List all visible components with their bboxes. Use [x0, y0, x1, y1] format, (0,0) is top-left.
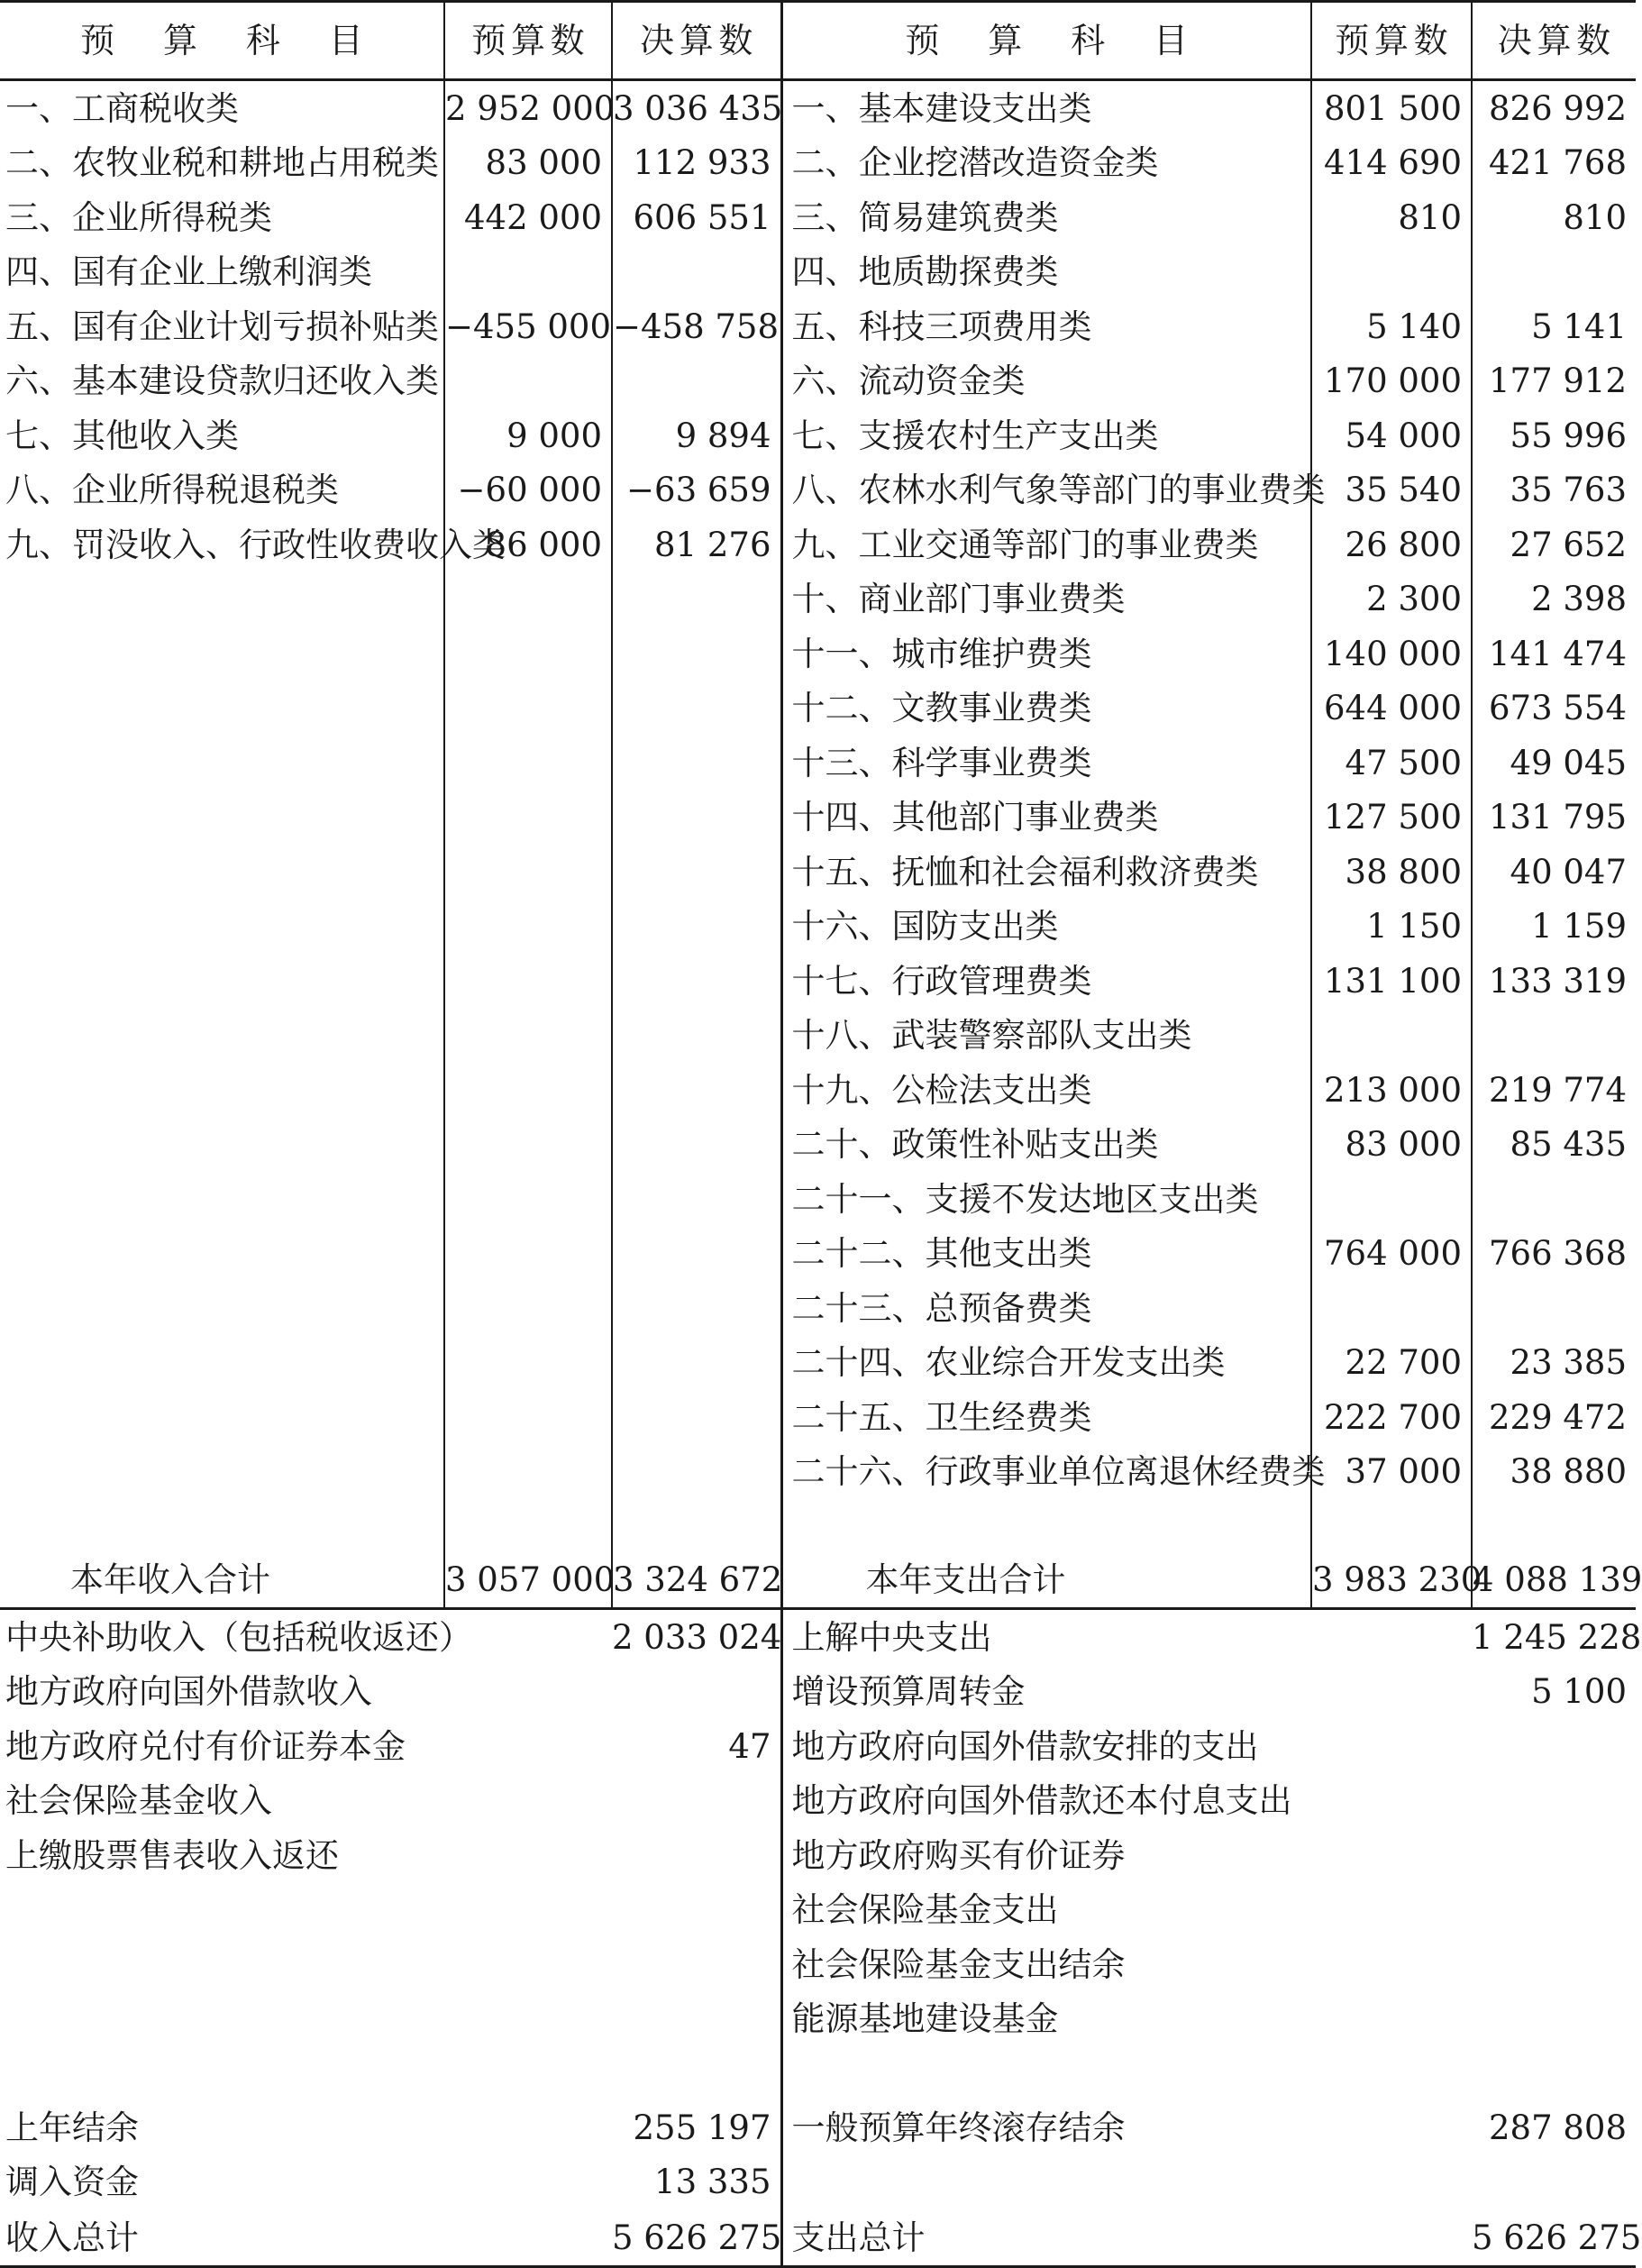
income-budget: −60 000 — [444, 463, 612, 518]
income-budget: 9 000 — [444, 408, 612, 463]
income-final — [612, 354, 781, 409]
expense-subject: 十八、武装警察部队支出类 — [781, 1009, 1311, 1064]
income-final — [612, 1336, 781, 1391]
income-final: 112 933 — [612, 136, 781, 191]
expense-budget: 414 690 — [1311, 136, 1472, 191]
income-final: −458 758 — [612, 299, 781, 354]
income-subject: 五、国有企业计划亏损补贴类 — [0, 299, 444, 354]
income-budget — [444, 1063, 612, 1118]
transfer-row — [0, 1774, 1636, 1829]
grand-total-row — [0, 2209, 1636, 2267]
income-subject: 二、农牧业税和耕地占用税类 — [0, 136, 444, 191]
expense-subject: 二十四、农业综合开发支出类 — [781, 1336, 1311, 1391]
income-subject — [0, 1336, 444, 1391]
expense-final — [1472, 245, 1636, 300]
category-row — [0, 900, 1636, 955]
balance-row — [0, 2100, 1636, 2155]
transfer-expense-value: 1 245 228 — [1472, 1617, 1642, 1657]
income-subject: 八、企业所得税退税类 — [0, 463, 444, 518]
category-row — [0, 245, 1636, 300]
expense-subject: 二十一、支援不发达地区支出类 — [781, 1172, 1311, 1227]
transfer-row — [0, 1883, 1636, 1938]
expense-subject: 七、支援农村生产支出类 — [781, 408, 1311, 463]
expense-final: 133 319 — [1488, 961, 1627, 1001]
expense-final: 5 141 — [1531, 306, 1627, 346]
expense-final — [1472, 1281, 1636, 1336]
income-final — [612, 1118, 781, 1173]
expense-budget: 26 800 — [1311, 517, 1472, 572]
expense-budget: 170 000 — [1311, 354, 1472, 409]
expense-subject: 十二、文教事业费类 — [781, 681, 1311, 736]
income-budget: 442 000 — [444, 190, 612, 245]
income-budget — [444, 1281, 612, 1336]
balance-income-label: 上年结余 — [5, 2108, 139, 2147]
expense-subject: 一、基本建设支出类 — [781, 80, 1311, 136]
expense-final: 810 — [1563, 197, 1627, 237]
category-row — [0, 136, 1636, 191]
income-subject — [0, 1281, 444, 1336]
expense-subject: 六、流动资金类 — [781, 354, 1311, 409]
transfer-expense-label: 上解中央支出 — [791, 1617, 992, 1657]
header-expense-subject: 预 算 科 目 — [781, 2, 1311, 80]
header-expense-final: 决算数 — [1472, 2, 1636, 80]
expense-subject: 二十三、总预备费类 — [781, 1281, 1311, 1336]
income-final: 81 276 — [612, 517, 781, 572]
expense-subject: 十、商业部门事业费类 — [781, 572, 1311, 627]
expense-final: 40 047 — [1510, 852, 1627, 892]
expense-subject: 十三、科学事业费类 — [781, 736, 1311, 791]
income-subject — [0, 572, 444, 627]
income-budget — [444, 1390, 612, 1445]
expense-final: 27 652 — [1510, 525, 1627, 564]
annual-totals-row — [0, 1551, 1636, 1609]
expense-final — [1472, 1009, 1636, 1064]
income-budget — [444, 572, 612, 627]
category-row — [0, 80, 1636, 136]
expense-subject: 四、地质勘探费类 — [781, 245, 1311, 300]
category-row — [0, 572, 1636, 627]
category-row — [0, 954, 1636, 1009]
expense-total-budget: 3 983 230 — [1311, 1551, 1472, 1609]
income-subject — [0, 900, 444, 955]
income-final — [612, 954, 781, 1009]
balance-expense-value — [1472, 2155, 1636, 2210]
grand-income-value: 5 626 275 — [612, 2209, 781, 2267]
grand-expense-label: 支出总计 — [781, 2209, 1472, 2267]
table-header — [0, 2, 1636, 80]
income-final — [612, 1281, 781, 1336]
income-subject: 三、企业所得税类 — [0, 190, 444, 245]
header-income-subject: 预 算 科 目 — [0, 2, 444, 80]
expense-subject: 二十五、卫生经费类 — [781, 1390, 1311, 1445]
expense-final: 766 368 — [1488, 1234, 1627, 1274]
expense-budget: 38 800 — [1311, 845, 1472, 900]
income-subject: 九、罚没收入、行政性收费收入类 — [0, 517, 444, 572]
expense-subject: 八、农林水利气象等部门的事业费类 — [781, 463, 1311, 518]
income-budget — [444, 1227, 612, 1282]
income-subject — [0, 845, 444, 900]
header-income-final: 决算数 — [612, 2, 781, 80]
category-row — [0, 845, 1636, 900]
expense-subject: 二十六、行政事业单位离退休经费类 — [781, 1445, 1311, 1500]
category-row — [0, 736, 1636, 791]
income-subject — [0, 1063, 444, 1118]
expense-subject: 五、科技三项费用类 — [781, 299, 1311, 354]
income-budget — [444, 1172, 612, 1227]
expense-subject: 十七、行政管理费类 — [781, 954, 1311, 1009]
transfer-expense-value — [1472, 1883, 1636, 1938]
transfer-income-label — [0, 1937, 612, 1992]
transfer-income-value: 47 — [612, 1719, 781, 1774]
income-budget — [444, 354, 612, 409]
transfer-income-label: 地方政府向国外借款收入 — [5, 1672, 372, 1712]
income-subject — [0, 1445, 444, 1500]
category-row — [0, 1009, 1636, 1064]
income-final — [612, 845, 781, 900]
transfer-expense-label: 社会保险基金支出 — [791, 1890, 1059, 1930]
expense-subject: 十九、公检法支出类 — [781, 1063, 1311, 1118]
income-budget — [444, 845, 612, 900]
transfer-rows — [0, 1609, 1642, 2047]
transfer-income-value: 2 033 024 — [612, 1609, 781, 1665]
expense-budget: 54 000 — [1311, 408, 1472, 463]
category-row — [0, 299, 1636, 354]
expense-budget — [1311, 245, 1472, 300]
grand-income-label: 收入总计 — [0, 2209, 612, 2267]
balance-income-label: 调入资金 — [5, 2163, 139, 2202]
income-budget — [444, 1336, 612, 1391]
income-final — [612, 681, 781, 736]
transfer-expense-value: 5 100 — [1531, 1672, 1627, 1712]
income-subject — [0, 1390, 444, 1445]
income-budget: 83 000 — [444, 136, 612, 191]
income-subject — [0, 954, 444, 1009]
expense-budget: 47 500 — [1311, 736, 1472, 791]
income-total-label: 本年收入合计 — [0, 1551, 444, 1609]
income-total-final: 3 324 672 — [612, 1551, 781, 1609]
income-final — [612, 1390, 781, 1445]
expense-final: 1 159 — [1531, 907, 1627, 947]
expense-subject: 二、企业挖潜改造资金类 — [781, 136, 1311, 191]
income-final — [612, 1172, 781, 1227]
grand-expense-value: 5 626 275 — [1472, 2209, 1636, 2267]
transfer-expense-value — [1472, 1774, 1636, 1829]
income-subject — [0, 626, 444, 681]
income-budget — [444, 626, 612, 681]
expense-budget: 127 500 — [1311, 791, 1472, 846]
category-row — [0, 1336, 1636, 1391]
expense-budget: 22 700 — [1311, 1336, 1472, 1391]
income-budget — [444, 736, 612, 791]
income-final — [612, 1009, 781, 1064]
income-final: 9 894 — [612, 408, 781, 463]
transfer-income-label: 社会保险基金收入 — [5, 1781, 272, 1821]
category-row — [0, 1227, 1636, 1282]
income-subject: 一、工商税收类 — [0, 80, 444, 136]
expense-budget: 213 000 — [1311, 1063, 1472, 1118]
balance-income-value: 13 335 — [612, 2155, 781, 2210]
header-expense-budget: 预算数 — [1311, 2, 1472, 80]
transfer-income-value — [612, 1937, 781, 1992]
category-row — [0, 791, 1636, 846]
income-final — [612, 736, 781, 791]
category-row — [0, 408, 1636, 463]
income-subject — [0, 1227, 444, 1282]
transfer-row — [0, 1937, 1636, 1992]
expense-budget — [1311, 1009, 1472, 1064]
expense-subject: 二十、政策性补贴支出类 — [781, 1118, 1311, 1173]
transfer-row — [0, 1609, 1636, 1665]
expense-final: 23 385 — [1510, 1343, 1627, 1383]
category-row — [0, 1445, 1636, 1500]
income-subject — [0, 736, 444, 791]
transfer-expense-label: 社会保险基金支出结余 — [791, 1944, 1126, 1984]
income-subject: 六、基本建设贷款归还收入类 — [0, 354, 444, 409]
expense-budget — [1311, 1172, 1472, 1227]
income-final — [612, 626, 781, 681]
transfer-income-value — [612, 1665, 781, 1720]
income-budget — [444, 1445, 612, 1500]
transfer-income-label: 上缴股票售表收入返还 — [5, 1835, 339, 1875]
category-row — [0, 463, 1636, 518]
expense-budget: 37 000 — [1311, 1445, 1472, 1500]
expense-subject: 二十二、其他支出类 — [781, 1227, 1311, 1282]
transfer-expense-label: 地方政府向国外借款还本付息支出 — [791, 1781, 1292, 1821]
balance-income-value: 255 197 — [612, 2100, 781, 2155]
expense-final: 49 045 — [1510, 743, 1627, 782]
income-subject — [0, 1118, 444, 1173]
income-final: 3 036 435 — [612, 80, 781, 136]
expense-final: 2 398 — [1531, 580, 1627, 619]
category-row — [0, 354, 1636, 409]
income-budget — [444, 245, 612, 300]
transfer-income-label — [0, 1883, 612, 1938]
expense-final: 85 435 — [1510, 1125, 1627, 1165]
income-final: 606 551 — [612, 190, 781, 245]
expense-budget: 222 700 — [1311, 1390, 1472, 1445]
expense-budget: 83 000 — [1311, 1118, 1472, 1173]
expense-final: 219 774 — [1488, 1070, 1627, 1110]
income-final — [612, 1227, 781, 1282]
expense-subject: 九、工业交通等部门的事业费类 — [781, 517, 1311, 572]
income-subject — [0, 1009, 444, 1064]
category-row — [0, 1281, 1636, 1336]
category-rows — [0, 80, 1636, 1500]
transfer-income-value — [612, 1883, 781, 1938]
expense-budget: 131 100 — [1311, 954, 1472, 1009]
transfer-expense-label: 地方政府向国外借款安排的支出 — [791, 1726, 1259, 1766]
transfer-expense-label: 能源基地建设基金 — [791, 1999, 1059, 2039]
income-final — [612, 572, 781, 627]
income-budget — [444, 954, 612, 1009]
grand-total-block — [0, 2209, 1642, 2267]
income-subject — [0, 1172, 444, 1227]
expense-budget: 140 000 — [1311, 626, 1472, 681]
transfer-income-value — [612, 1992, 781, 2047]
income-subject — [0, 681, 444, 736]
header-income-budget: 预算数 — [444, 2, 612, 80]
income-subject — [0, 791, 444, 846]
expense-budget: 35 540 — [1311, 463, 1472, 518]
income-total-budget: 3 057 000 — [444, 1551, 612, 1609]
income-final — [612, 1063, 781, 1118]
category-row — [0, 517, 1636, 572]
income-budget: 86 000 — [444, 517, 612, 572]
income-budget: −455 000 — [444, 299, 612, 354]
expense-final: 55 996 — [1510, 416, 1627, 455]
expense-final: 131 795 — [1488, 798, 1627, 837]
category-row — [0, 1063, 1636, 1118]
expense-final: 35 763 — [1510, 471, 1627, 510]
expense-final: 826 992 — [1488, 88, 1627, 128]
income-final: −63 659 — [612, 463, 781, 518]
transfer-income-label: 地方政府兑付有价证券本金 — [5, 1726, 406, 1766]
income-subject: 七、其他收入类 — [0, 408, 444, 463]
expense-subject: 十四、其他部门事业费类 — [781, 791, 1311, 846]
expense-budget: 644 000 — [1311, 681, 1472, 736]
income-final — [612, 1445, 781, 1500]
transfer-income-value — [612, 1828, 781, 1883]
balance-expense-value: 287 808 — [1488, 2108, 1627, 2147]
expense-final: 38 880 — [1510, 1452, 1627, 1492]
category-row — [0, 190, 1636, 245]
income-final — [612, 791, 781, 846]
transfer-expense-label: 增设预算周转金 — [791, 1672, 1026, 1712]
income-budget: 2 952 000 — [444, 80, 612, 136]
balance-row — [0, 2155, 1636, 2210]
expense-final: 421 768 — [1488, 143, 1627, 183]
expense-budget: 5 140 — [1311, 299, 1472, 354]
expense-budget: 1 150 — [1311, 900, 1472, 955]
income-final — [612, 900, 781, 955]
expense-subject: 十六、国防支出类 — [781, 900, 1311, 955]
transfer-income-label — [0, 1992, 612, 2047]
transfer-expense-label: 地方政府购买有价证券 — [791, 1835, 1126, 1875]
expense-subject: 十一、城市维护费类 — [781, 626, 1311, 681]
income-final — [612, 245, 781, 300]
expense-budget: 2 300 — [1311, 572, 1472, 627]
category-row — [0, 1390, 1636, 1445]
category-row — [0, 1172, 1636, 1227]
expense-budget: 764 000 — [1311, 1227, 1472, 1282]
balance-expense-label — [781, 2155, 1472, 2210]
expense-budget: 801 500 — [1311, 80, 1472, 136]
transfer-row — [0, 1665, 1636, 1720]
transfer-expense-value — [1472, 1937, 1636, 1992]
income-budget — [444, 1009, 612, 1064]
income-budget — [444, 1118, 612, 1173]
transfer-expense-value — [1472, 1992, 1636, 2047]
expense-final: 177 912 — [1488, 361, 1627, 401]
income-budget — [444, 791, 612, 846]
category-row — [0, 1118, 1636, 1173]
transfer-expense-value — [1472, 1828, 1636, 1883]
expense-total-final: 4 088 139 — [1472, 1551, 1636, 1609]
transfer-income-label: 中央补助收入（包括税收返还） — [5, 1617, 472, 1657]
expense-final: 141 474 — [1488, 634, 1627, 673]
transfer-row — [0, 1719, 1636, 1774]
balance-expense-label: 一般预算年终滚存结余 — [791, 2108, 1126, 2147]
totals-block — [0, 1499, 1642, 1609]
transfer-expense-value — [1472, 1719, 1636, 1774]
category-row — [0, 626, 1636, 681]
category-row — [0, 681, 1636, 736]
expense-final: 673 554 — [1488, 689, 1627, 728]
balance-rows — [0, 2100, 1636, 2209]
expense-subject: 三、简易建筑费类 — [781, 190, 1311, 245]
balance-block — [0, 2046, 1636, 2100]
expense-final: 229 472 — [1488, 1397, 1627, 1437]
transfer-row — [0, 1828, 1636, 1883]
income-subject: 四、国有企业上缴利润类 — [0, 245, 444, 300]
expense-final — [1472, 1172, 1636, 1227]
income-budget — [444, 900, 612, 955]
expense-total-label: 本年支出合计 — [781, 1551, 1311, 1609]
expense-budget — [1311, 1281, 1472, 1336]
transfer-income-value — [612, 1774, 781, 1829]
income-budget — [444, 681, 612, 736]
expense-subject: 十五、抚恤和社会福利救济费类 — [781, 845, 1311, 900]
expense-budget: 810 — [1311, 190, 1472, 245]
transfer-row — [0, 1992, 1636, 2047]
